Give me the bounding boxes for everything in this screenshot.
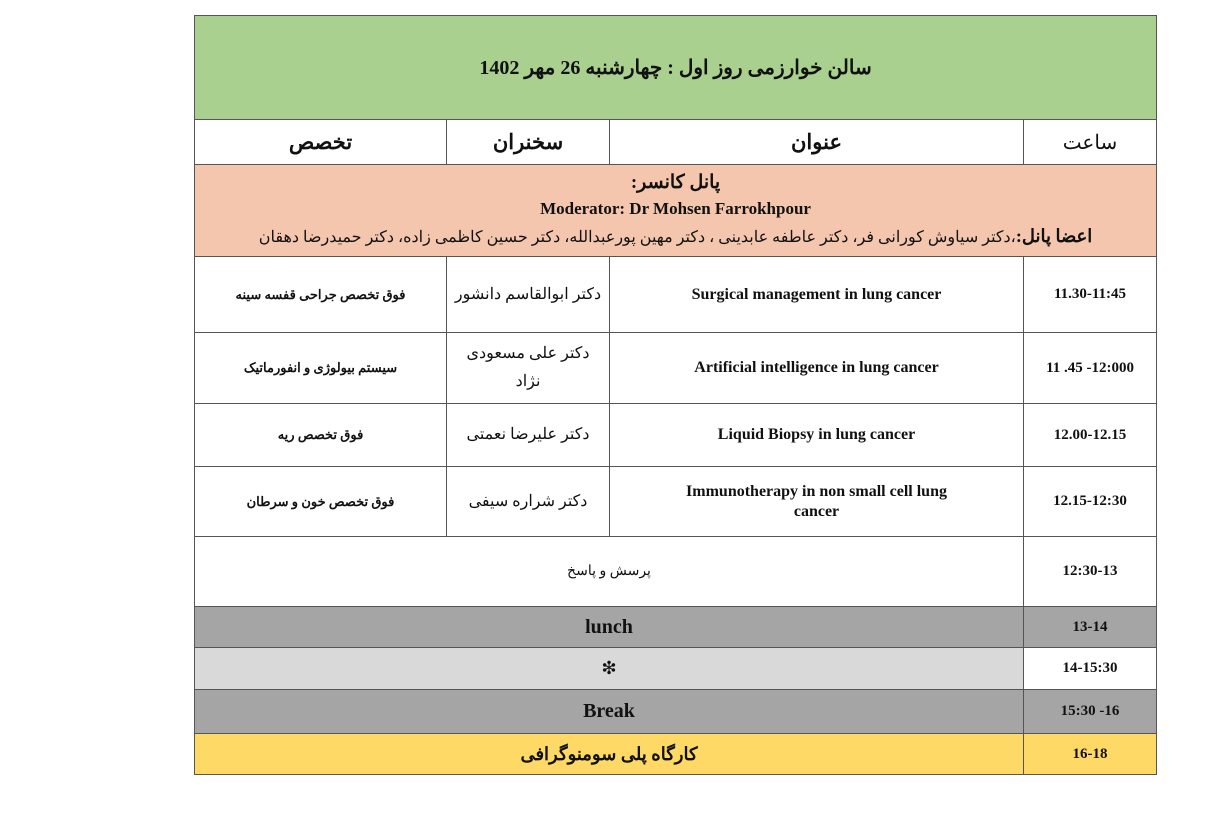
session-row (195, 257, 1157, 333)
session-specialty: فوق تخصص جراحی قفسه سینه (195, 257, 447, 333)
session-specialty: سیستم بیولوژی و انفورماتیک (195, 333, 447, 404)
panel-members: ،دکتر سیاوش کورانی فر، دکتر عاطفه عابدینی ، دکتر مهین پورعبدالله، دکتر حسین کاظمی زاده، دکتر حمیدرضا دهقان (258, 228, 1016, 246)
lunch-label: lunch (195, 607, 1024, 648)
header-topic: عنوان (610, 120, 1024, 165)
session-time: 11 .45 -12:000 (1024, 333, 1157, 404)
title-row (195, 16, 1157, 120)
session-row (195, 467, 1157, 537)
star-row (195, 648, 1157, 690)
lunch-time: 13-14 (1024, 607, 1157, 648)
schedule-table (194, 15, 1157, 775)
qa-time: 12:30-13 (1024, 537, 1157, 607)
qa-row (195, 537, 1157, 607)
panel-cell (195, 165, 1157, 257)
session-speaker: دکتر علی مسعودی نژاد (447, 333, 610, 404)
session-specialty: فوق تخصص ریه (195, 404, 447, 467)
break-row (195, 690, 1157, 734)
session-row (195, 333, 1157, 404)
session-speaker: دکتر شراره سیفی (447, 467, 610, 537)
session-topic: Artificial intelligence in lung cancer (610, 333, 1024, 404)
header-row (195, 120, 1157, 165)
panel-title: پانل کانسر: (630, 171, 721, 193)
session-topic: Liquid Biopsy in lung cancer (610, 404, 1024, 467)
panel-row (195, 165, 1157, 257)
session-row (195, 404, 1157, 467)
header-speaker: سخنران (447, 120, 610, 165)
workshop-row (195, 734, 1157, 775)
session-time: 12.15-12:30 (1024, 467, 1157, 537)
header-time: ساعت (1024, 120, 1157, 165)
star-row-time: 14-15:30 (1024, 648, 1157, 690)
panel-moderator: Moderator: Dr Mohsen Farrokhpour (540, 198, 811, 218)
break-time: 15:30 -16 (1024, 690, 1157, 734)
header-specialty: تخصص (195, 120, 447, 165)
lunch-row (195, 607, 1157, 648)
session-speaker: دکتر ابوالقاسم دانشور (447, 257, 610, 333)
qa-label: پرسش و پاسخ (195, 537, 1024, 607)
workshop-time: 16-18 (1024, 734, 1157, 775)
session-time: 12.00-12.15 (1024, 404, 1157, 467)
schedule-title: سالن خوارزمی روز اول : چهارشنبه 26 مهر 1402 (195, 16, 1157, 120)
panel-members-label: اعضا پانل: (1015, 225, 1093, 246)
session-speaker: دکتر علیرضا نعمتی (447, 404, 610, 467)
star-icon: ❇ (195, 648, 1024, 690)
session-time: 11.30-11:45 (1024, 257, 1157, 333)
session-topic: Immunotherapy in non small cell lung cancer (610, 467, 1024, 537)
session-topic: Surgical management in lung cancer (610, 257, 1024, 333)
session-specialty: فوق تخصص خون و سرطان (195, 467, 447, 537)
workshop-label: کارگاه پلی سومنوگرافی (195, 734, 1024, 775)
panel-members-line (201, 221, 1150, 253)
break-label: Break (195, 690, 1024, 734)
